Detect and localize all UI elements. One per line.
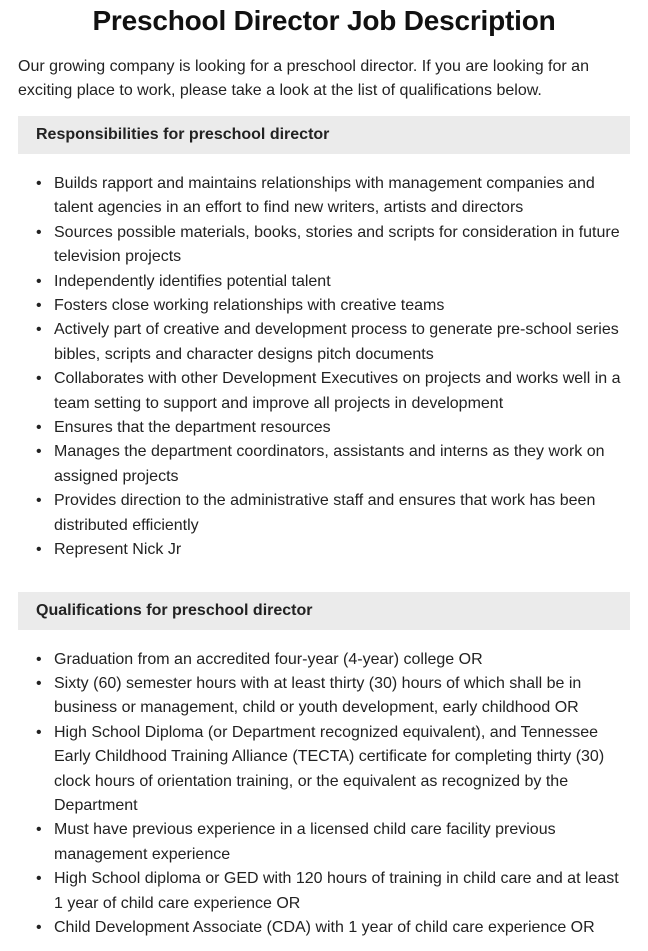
qualifications-list xyxy=(18,648,630,941)
bullet-icon: • xyxy=(36,370,42,388)
list-item: • Provides direction to the administrative staff and ensures that work has been distributed efficiently xyxy=(54,489,630,538)
bullet-icon: • xyxy=(36,443,42,461)
list-item: • Actively part of creative and development process to generate pre-school series bibles, scripts and character designs pitch documents xyxy=(54,318,630,367)
list-item: • Child Development Associate (CDA) with 1 year of child care experience OR xyxy=(54,916,630,940)
bullet-icon: • xyxy=(36,223,42,241)
list-item: • Sixty (60) semester hours with at least thirty (30) hours of which shall be in business or management, child or youth development, early childhood OR xyxy=(54,672,630,721)
intro-paragraph: Our growing company is looking for a preschool director. If you are looking for an exciting place to work, please take a look at the list of qualifications below. xyxy=(18,58,589,99)
list-item: • High School Diploma (or Department recognized equivalent), and Tennessee Early Childhood Training Alliance (TECTA) certificate for completing thirty (30) clock hours of orientation training, or the equivalent as recognized by the Department xyxy=(54,721,630,819)
bullet-icon: • xyxy=(36,723,42,741)
responsibilities-heading: Responsibilities for preschool director xyxy=(18,116,630,154)
bullet-icon: • xyxy=(36,650,42,668)
qualifications-heading: Qualifications for preschool director xyxy=(18,592,630,630)
bullet-icon: • xyxy=(36,541,42,559)
list-item: • Ensures that the department resources xyxy=(54,416,630,440)
bullet-icon: • xyxy=(36,272,42,290)
bullet-icon: • xyxy=(36,918,42,936)
list-item: • Manages the department coordinators, assistants and interns as they work on assigned projects xyxy=(54,440,630,489)
list-item: • Graduation from an accredited four-year (4-year) college OR xyxy=(54,648,630,672)
bullet-icon: • xyxy=(36,821,42,839)
list-item: • Collaborates with other Development Executives on projects and works well in a team setting to support and improve all projects in development xyxy=(54,367,630,416)
bullet-icon: • xyxy=(36,175,42,192)
bullet-icon: • xyxy=(36,492,42,510)
bullet-icon: • xyxy=(36,321,42,339)
bullet-icon: • xyxy=(36,870,42,888)
list-item: • Sources possible materials, books, stories and scripts for consideration in future television projects xyxy=(54,221,630,270)
list-item: • Must have previous experience in a licensed child care facility previous management experience xyxy=(54,818,630,867)
responsibilities-list xyxy=(18,172,630,563)
page-title: Preschool Director Job Description xyxy=(92,5,556,36)
bullet-icon: • xyxy=(36,297,42,315)
bullet-icon: • xyxy=(36,419,42,437)
list-item: • High School diploma or GED with 120 hours of training in child care and at least 1 year of child care experience OR xyxy=(54,867,630,916)
list-item: • Fosters close working relationships with creative teams xyxy=(54,294,630,318)
list-item: • Independently identifies potential talent xyxy=(54,270,630,294)
bullet-icon: • xyxy=(36,674,42,692)
list-item: • Builds rapport and maintains relationships with management companies and talent agencies in an effort to find new writers, artists and directors xyxy=(54,172,630,221)
list-item: • Represent Nick Jr xyxy=(54,538,630,562)
